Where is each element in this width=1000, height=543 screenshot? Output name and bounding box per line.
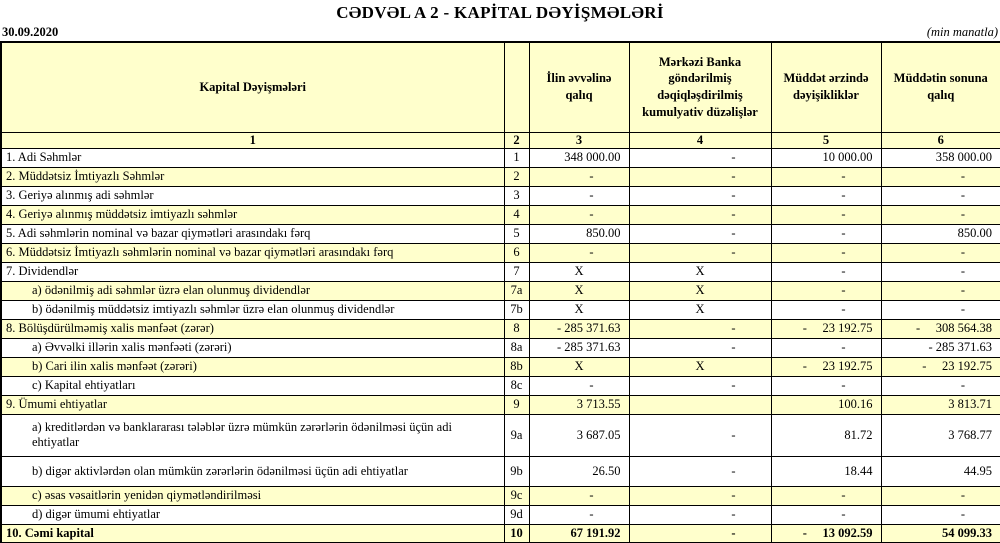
column-number: 2 xyxy=(504,132,529,148)
row-value: 3 768.77 xyxy=(881,414,1000,456)
row-value: - xyxy=(629,456,771,486)
row-value: X xyxy=(629,281,771,300)
row-value: - xyxy=(771,338,881,357)
row-value: - xyxy=(881,486,1000,505)
header-kapital-deyismeleri: Kapital Dəyişmələri xyxy=(1,42,504,132)
row-value: - xyxy=(881,505,1000,524)
column-number: 1 xyxy=(1,132,504,148)
row-value xyxy=(629,395,771,414)
row-label: d) digər ümumi ehtiyatlar xyxy=(1,505,504,524)
row-label: a) Əvvəlki illərin xalis mənfəəti (zərəri) xyxy=(1,338,504,357)
row-value: - xyxy=(771,505,881,524)
table-row xyxy=(1,414,1000,456)
row-value: 44.95 xyxy=(881,456,1000,486)
row-value: - xyxy=(629,505,771,524)
row-value: 81.72 xyxy=(771,414,881,456)
row-value: - xyxy=(629,486,771,505)
row-value: - xyxy=(629,148,771,167)
report-date: 30.09.2020 xyxy=(2,25,59,39)
row-value: - xyxy=(629,243,771,262)
row-value: - xyxy=(529,486,629,505)
row-label: c) Kapital ehtiyatları xyxy=(1,376,504,395)
row-value: - 23 192.75 xyxy=(771,319,881,338)
row-value: - xyxy=(771,376,881,395)
row-label: 9. Ümumi ehtiyatlar xyxy=(1,395,504,414)
table-row xyxy=(1,376,1000,395)
unit-note: (min manatla) xyxy=(926,25,998,39)
table-row xyxy=(1,262,1000,281)
row-value: - xyxy=(771,224,881,243)
row-label: 4. Geriyə alınmış müddətsiz imtiyazlı səhmlər xyxy=(1,205,504,224)
row-value: - xyxy=(629,186,771,205)
row-value: - xyxy=(529,205,629,224)
header-ilin-evvelina-qaliq: İlin əvvəlinə qalıq xyxy=(529,42,629,132)
row-value: 26.50 xyxy=(529,456,629,486)
row-value: 3 813.71 xyxy=(881,395,1000,414)
table-header-row xyxy=(1,42,1000,132)
row-number: 9c xyxy=(504,486,529,505)
row-value: - xyxy=(881,376,1000,395)
report-title: CƏDVƏL A 2 - KAPİTAL DƏYİŞMƏLƏRİ xyxy=(336,3,664,22)
row-value: 67 191.92 xyxy=(529,524,629,543)
row-value: 18.44 xyxy=(771,456,881,486)
row-value: - xyxy=(881,262,1000,281)
row-number: 6 xyxy=(504,243,529,262)
row-value: - xyxy=(881,186,1000,205)
row-label: 8. Bölüşdürülməmiş xalis mənfəət (zərər) xyxy=(1,319,504,338)
table-row xyxy=(1,224,1000,243)
row-label: b) ödənilmiş müddətsiz imtiyazlı səhmlər üzrə elan olunmuş dividendlər xyxy=(1,300,504,319)
table-row xyxy=(1,205,1000,224)
row-value: X xyxy=(629,300,771,319)
row-number: 3 xyxy=(504,186,529,205)
row-value: - 285 371.63 xyxy=(529,338,629,357)
row-value: - xyxy=(629,319,771,338)
meta-row xyxy=(0,23,1000,41)
row-value: - 13 092.59 xyxy=(771,524,881,543)
header-muddet-erzinde-deyisiklikler: Müddət ərzində dəyişikliklər xyxy=(771,42,881,132)
row-value: - xyxy=(881,167,1000,186)
row-label: 7. Dividendlər xyxy=(1,262,504,281)
table-row xyxy=(1,167,1000,186)
row-value: - xyxy=(771,300,881,319)
row-value: - xyxy=(881,205,1000,224)
row-value: - 285 371.63 xyxy=(881,338,1000,357)
row-number: 7 xyxy=(504,262,529,281)
table-row xyxy=(1,148,1000,167)
row-number: 7a xyxy=(504,281,529,300)
table-row xyxy=(1,300,1000,319)
row-value: X xyxy=(529,357,629,376)
row-label: 5. Adi səhmlərin nominal və bazar qiymətləri arasındakı fərq xyxy=(1,224,504,243)
row-number: 9a xyxy=(504,414,529,456)
row-number: 8c xyxy=(504,376,529,395)
column-number: 5 xyxy=(771,132,881,148)
row-value: - 308 564.38 xyxy=(881,319,1000,338)
row-number: 8a xyxy=(504,338,529,357)
row-number: 9d xyxy=(504,505,529,524)
column-number: 4 xyxy=(629,132,771,148)
row-value: 54 099.33 xyxy=(881,524,1000,543)
row-number: 5 xyxy=(504,224,529,243)
column-number-row xyxy=(1,132,1000,148)
row-label: a) kreditlərdən və banklararası tələblər üzrə mümkün zərərlərin ödənilməsi üçün adi ehtiyatlar xyxy=(1,414,504,456)
row-value: X xyxy=(629,357,771,376)
row-value: X xyxy=(629,262,771,281)
row-value: - xyxy=(629,524,771,543)
table-row xyxy=(1,357,1000,376)
table-row xyxy=(1,319,1000,338)
row-number: 10 xyxy=(504,524,529,543)
table-row xyxy=(1,486,1000,505)
row-value: - xyxy=(529,186,629,205)
row-value: - xyxy=(771,262,881,281)
row-number: 7b xyxy=(504,300,529,319)
row-value: - xyxy=(881,243,1000,262)
row-value: 10 000.00 xyxy=(771,148,881,167)
row-value: - 23 192.75 xyxy=(771,357,881,376)
table-row xyxy=(1,281,1000,300)
table-row xyxy=(1,186,1000,205)
row-number: 1 xyxy=(504,148,529,167)
row-value: - xyxy=(629,205,771,224)
row-value: 358 000.00 xyxy=(881,148,1000,167)
row-value: - xyxy=(881,281,1000,300)
row-value: 3 687.05 xyxy=(529,414,629,456)
row-label: 6. Müddətsiz İmtiyazlı səhmlərin nominal və bazar qiymətləri arasındakı fərq xyxy=(1,243,504,262)
row-value: X xyxy=(529,281,629,300)
row-value: 850.00 xyxy=(529,224,629,243)
column-number: 6 xyxy=(881,132,1000,148)
row-value: - xyxy=(771,205,881,224)
table-row xyxy=(1,338,1000,357)
row-value: - xyxy=(629,414,771,456)
table-row xyxy=(1,524,1000,543)
table-body xyxy=(1,148,1000,543)
table-row xyxy=(1,456,1000,486)
row-value: - 23 192.75 xyxy=(881,357,1000,376)
row-number: 9b xyxy=(504,456,529,486)
row-label: 1. Adi Səhmlər xyxy=(1,148,504,167)
row-label: b) Cari ilin xalis mənfəət (zərəri) xyxy=(1,357,504,376)
row-label: b) digər aktivlərdən olan mümkün zərərlərin ödənilməsi üçün adi ehtiyatlar xyxy=(1,456,504,486)
row-value: 100.16 xyxy=(771,395,881,414)
row-number: 8 xyxy=(504,319,529,338)
column-number: 3 xyxy=(529,132,629,148)
table-row xyxy=(1,505,1000,524)
row-value: - xyxy=(629,167,771,186)
row-value: - xyxy=(529,376,629,395)
row-value: 3 713.55 xyxy=(529,395,629,414)
row-value: - xyxy=(529,243,629,262)
row-label: c) əsas vəsaitlərin yenidən qiymətləndirilməsi xyxy=(1,486,504,505)
row-value: 850.00 xyxy=(881,224,1000,243)
row-value: - xyxy=(629,224,771,243)
capital-changes-table xyxy=(0,41,1000,543)
row-number: 2 xyxy=(504,167,529,186)
row-label: a) ödənilmiş adi səhmlər üzrə elan olunmuş dividendlər xyxy=(1,281,504,300)
row-label: 3. Geriyə alınmış adi səhmlər xyxy=(1,186,504,205)
row-value: - xyxy=(771,281,881,300)
row-value: - xyxy=(771,486,881,505)
row-value: X xyxy=(529,262,629,281)
row-value: - xyxy=(771,186,881,205)
row-value: - xyxy=(629,338,771,357)
row-value: - xyxy=(771,243,881,262)
row-value: 348 000.00 xyxy=(529,148,629,167)
row-value: - xyxy=(529,505,629,524)
table-row xyxy=(1,395,1000,414)
row-value: - xyxy=(881,300,1000,319)
row-number: 4 xyxy=(504,205,529,224)
row-value: - 285 371.63 xyxy=(529,319,629,338)
row-value: - xyxy=(529,167,629,186)
row-value: X xyxy=(529,300,629,319)
header-muddetin-sonuna-qaliq: Müddətin sonuna qalıq xyxy=(881,42,1000,132)
row-label: 2. Müddətsiz İmtiyazlı Səhmlər xyxy=(1,167,504,186)
row-value: - xyxy=(629,376,771,395)
row-number: 8b xyxy=(504,357,529,376)
header-row-number xyxy=(504,42,529,132)
row-value: - xyxy=(771,167,881,186)
header-merkezi-banka-duzelisler: Mərkəzi Banka göndərilmiş dəqiqləşdirilmiş kumulyativ düzəlişlər xyxy=(629,42,771,132)
row-number: 9 xyxy=(504,395,529,414)
row-label: 10. Cəmi kapital xyxy=(1,524,504,543)
table-row xyxy=(1,243,1000,262)
